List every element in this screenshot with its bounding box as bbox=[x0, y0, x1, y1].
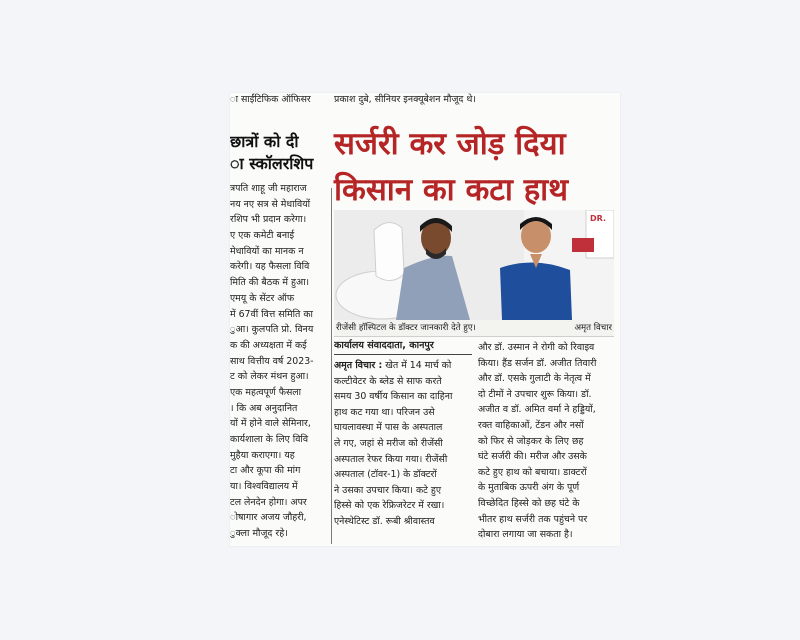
text-line: विच्छेदित हिस्से को छह घंटे के bbox=[478, 497, 580, 509]
text-line: ोषागार अजय जौहरी, bbox=[230, 512, 307, 524]
newspaper-clipping bbox=[230, 93, 620, 546]
text-line: को फिर से जोड़कर के लिए छह bbox=[478, 435, 584, 447]
text-line: कार्यशाला के लिए विवि bbox=[230, 434, 309, 445]
photo-credit: अमृत विचार bbox=[574, 323, 612, 333]
text-line: कल्टीवेटर के ब्लेड से साफ करते bbox=[334, 375, 442, 387]
text-line bbox=[334, 358, 472, 374]
left-top-line: ा साईंटिफिक ऑफिसर bbox=[230, 94, 311, 105]
left-headline-line: ा स्कॉलरशिप bbox=[230, 154, 314, 173]
text-line: और डॉ. एसके गुलाटी के नेतृत्व में bbox=[478, 373, 591, 385]
text-line: समय 30 वर्षीय किसान का दाहिना bbox=[334, 391, 453, 403]
dateline: अमृत विचार : bbox=[334, 360, 383, 371]
text-line: ए एक कमेटी बनाई bbox=[230, 230, 295, 242]
text-line: साथ वित्तीय वर्ष 2023- bbox=[230, 355, 314, 367]
text-line: कटे हुए हाथ को बचाया। डाक्टरों bbox=[478, 466, 587, 478]
byline: कार्यालय संवाददाता, कानपुर bbox=[334, 340, 434, 351]
text-line: रशिप भी प्रदान करेगा। bbox=[230, 214, 307, 226]
text-line: रक्त वाहिकाओं, टेंडन और नसों bbox=[478, 419, 584, 431]
text-line: किया। हैंड सर्जन डॉ. अजीत तिवारी bbox=[478, 357, 597, 369]
text-line: भीतर हाथ सर्जरी तक पहुंचने पर bbox=[478, 513, 588, 525]
text-line: में 67वीं वित्त समिति का bbox=[230, 308, 313, 320]
headline-line: सर्जरी कर जोड़ दिया bbox=[334, 126, 566, 162]
text-line: मेधावियों का मानक न bbox=[230, 245, 304, 257]
left-column bbox=[230, 93, 330, 546]
text-line: एनेस्थेटिस्ट डॉ. रूबी श्रीवास्तव bbox=[334, 515, 435, 527]
text-line: ने उसका उपचार किया। कटे हुए bbox=[334, 484, 442, 496]
text-line: त्रपति शाहू जी महाराज bbox=[230, 183, 307, 194]
text-line: या। विश्वविद्यालय में bbox=[230, 481, 298, 493]
left-article-body bbox=[230, 181, 330, 542]
text-line: और डॉ. उस्मान ने रोगी को रिवाइव bbox=[478, 342, 595, 353]
text-line: के मुताबिक ऊपरी अंग के पूर्ण bbox=[478, 482, 580, 494]
text-line: ुक्ला मौजूद रहे। bbox=[230, 528, 288, 540]
text-line: अजीत व डॉ. अमित वर्मा ने हड्डियों, bbox=[478, 404, 596, 416]
text-line: टल लेनदेन होगा। अपर bbox=[230, 496, 307, 508]
sign-text: DR. bbox=[590, 214, 606, 223]
top-strip-text: प्रकाश दुबे, सीनियर इनक्यूबेशन मौजूद थे। bbox=[334, 94, 476, 105]
text-line: । कि अब अनुदानित bbox=[230, 402, 298, 414]
left-article-headline bbox=[230, 131, 330, 175]
text-line: ुआ। कुलपति प्रो. विनय bbox=[230, 324, 314, 336]
text-line: यों में होने वाले सेमिनार, bbox=[230, 418, 311, 430]
text-line: हिस्से को एक रेफ्रिजरेटर में रखा। bbox=[334, 500, 445, 512]
text-line: एमयू के सेंटर ऑफ bbox=[230, 292, 295, 304]
text-line: मुहैया कराएगा। यह bbox=[230, 449, 295, 461]
middle-column bbox=[334, 358, 472, 530]
text-line: ले गए, जहां से मरीज को रीजेंसी bbox=[334, 437, 443, 449]
text-line: मिति की बैठक में हुआ। bbox=[230, 277, 310, 289]
text-line: ट को लेकर मंथन हुआ। bbox=[230, 371, 309, 383]
text-line: करेगी। यह फैसला विवि bbox=[230, 261, 310, 273]
text-line: नय नए सत्र से मेधावियों bbox=[230, 198, 311, 210]
main-headline bbox=[334, 121, 614, 213]
text-fragment: खेत में 14 मार्च को bbox=[382, 360, 452, 371]
text-line: दो टीमों ने उपचार शुरू किया। डॉ. bbox=[478, 388, 592, 400]
text-line: क की अध्यक्षता में कई bbox=[230, 339, 307, 351]
photo-caption-bar bbox=[334, 320, 614, 337]
text-line: टा और कूपा की मांग bbox=[230, 465, 301, 477]
text-line: दोबारा लगाया जा सकता है। bbox=[478, 529, 573, 541]
right-column bbox=[478, 340, 616, 543]
headline-line: किसान का कटा हाथ bbox=[334, 172, 569, 208]
photo-illustration bbox=[334, 210, 614, 320]
text-line: हाथ कट गया था। परिजन उसे bbox=[334, 406, 435, 418]
column-divider bbox=[331, 188, 332, 544]
text-line: अस्पताल (टॉवर-1) के डॉक्टरों bbox=[334, 469, 437, 481]
left-headline-line: छात्रों को दी bbox=[230, 132, 299, 151]
photo-caption: रीजेंसी हॉस्पिटल के डॉक्टर जानकारी देते हुए। bbox=[336, 323, 476, 333]
text-line: घंटे सर्जरी की। मरीज और उसके bbox=[478, 451, 587, 463]
news-photo bbox=[334, 210, 614, 320]
text-line: एक महत्वपूर्ण फैसला bbox=[230, 386, 302, 398]
text-line: अस्पताल रेफर किया गया। रीजेंसी bbox=[334, 453, 448, 465]
text-line: घायलावस्था में पास के अस्पताल bbox=[334, 422, 443, 434]
byline-rule bbox=[334, 354, 472, 355]
